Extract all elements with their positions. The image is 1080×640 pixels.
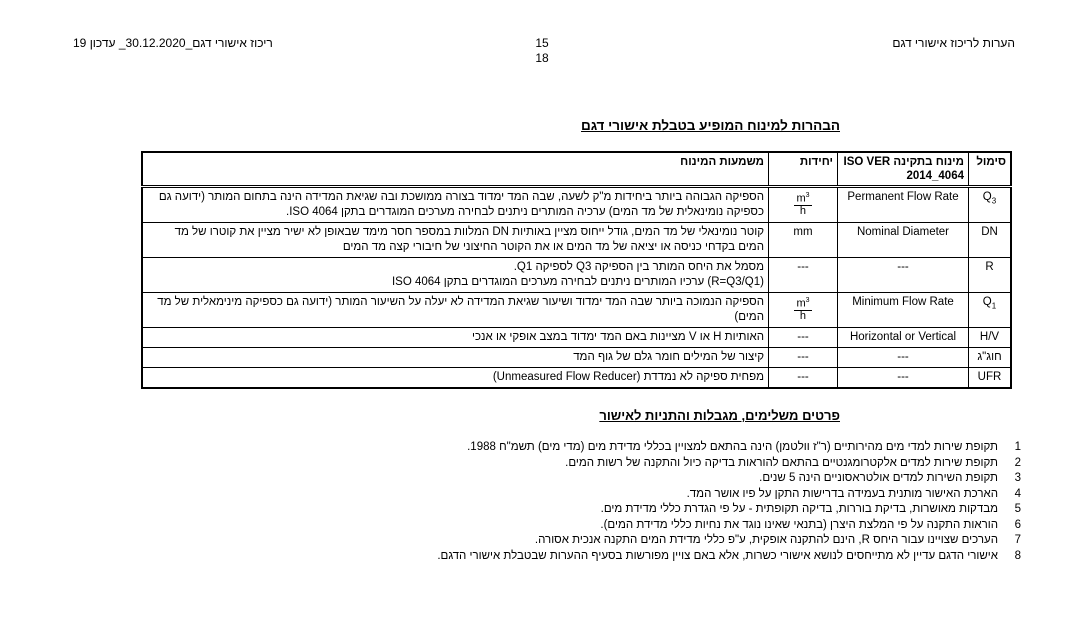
section-title-notes: פרטים משלימים, מגבלות והתניות לאישור: [599, 408, 840, 423]
cell-unit: mm: [769, 223, 838, 258]
list-item: [358, 502, 1021, 518]
list-item: [358, 518, 1021, 534]
cell-term: Horizontal or Vertical: [838, 328, 969, 348]
meaning-line-2: (R=Q3/Q1) ערכיו המותרים ניתנים לבחירה מערכים המוגדרים בתקן ISO 4064: [391, 276, 764, 288]
table-row: [142, 187, 1011, 223]
table-row: [142, 223, 1011, 258]
cell-meaning: קוטר נומינאלי של מד המים, גודל ייחוס מציין באותיות DN המלוות במספר חסר מימד שבאופן לא ישיר מציין את קוטרו של מד המים בקדחי כניסה או יציאה של מד המים או את הקוטר החיצוני של חיבורי קצה מד המים: [142, 223, 769, 258]
cell-term: Minimum Flow Rate: [838, 293, 969, 328]
note-text: תקופת שירות למדים אלקטרומגנטיים בהתאם להוראות בדיקה כיול והתקנה של רשות המים.: [565, 456, 998, 469]
note-text: הארכת האישור מותנית בעמידה בדרישות התקן על פיו אושר המד.: [686, 487, 998, 500]
unit-numerator: $m^3$: [796, 297, 810, 310]
cell-unit: [769, 187, 838, 223]
cell-meaning: [142, 258, 769, 293]
note-number: 1: [1014, 441, 1021, 453]
unit-fraction: [794, 190, 811, 217]
note-text: מבדקות מאושרות, בדיקת בוררות, בדיקה תקופתית - על פי הגדרת כללי מדידת מים.: [600, 503, 998, 515]
table-row: [142, 293, 1011, 328]
cell-symbol: חוג"ג: [969, 348, 1012, 368]
note-number: 5: [1014, 503, 1021, 515]
cell-symbol: $Q_1$: [969, 293, 1012, 328]
cell-meaning: מפחית ספיקה לא נמדדת (Unmeasured Flow Reducer): [142, 368, 769, 389]
header-right-title: הערות לריכוז אישורי דגם: [892, 36, 1015, 50]
header-term: מינוח בתקינה ISO VER 2014_4064: [838, 152, 969, 187]
terms-table: [141, 151, 1012, 389]
cell-unit: ---: [769, 348, 838, 368]
header-unit: יחידות: [769, 152, 838, 187]
note-text: תקופת השירות למדים אולטראסוניים הינה 5 שנים.: [759, 472, 998, 484]
list-item: [358, 487, 1021, 503]
table-row: [142, 368, 1011, 389]
cell-meaning: הספיקה הגבוהה ביותר ביחידות מ"ק לשעה, שבה המד ימדוד בצורה ממושכת ובה שגיאת המדידה הינה בתחום המותר (ידועה גם כספיקה נומינאלית של מד המים) ערכיה המותרים ניתנים לבחירה מערכים המוגדרים בתקן ISO 4064.: [142, 187, 769, 223]
note-text: אישורי הדגם עדיין לא מתייחסים לנושא אישורי כשרות, אלא באם צויין מפורשות בסעיף ההערות שבטבלת אישורי הדגם.: [437, 549, 998, 562]
note-number: 6: [1014, 518, 1021, 531]
table-header-row: [142, 152, 1011, 187]
header-page-current: 15: [535, 36, 549, 50]
cell-term: Nominal Diameter: [838, 223, 969, 258]
note-number: 3: [1014, 472, 1021, 484]
list-item: [358, 471, 1021, 487]
cell-term: Permanent Flow Rate: [838, 187, 969, 223]
note-text: הוראות התקנה על פי המלצת היצרן (בתנאי שאינו נוגד את נחיות כללי מדידת המים).: [600, 518, 998, 531]
table-row: [142, 258, 1011, 293]
cell-symbol: $Q_3$: [969, 187, 1012, 223]
header-left-doc-version: ריכוז אישורי דגם_30.12.2020_ עדכון 19: [73, 36, 273, 50]
cell-symbol: H/V: [969, 328, 1012, 348]
header-meaning: משמעות המינוח: [142, 152, 769, 187]
note-number: 2: [1014, 456, 1021, 469]
note-text: תקופת שירות למדי מים מהירותיים (ר"ז וולטמן) הינה בהתאם למצויין בכללי מדידת מים (מדי מים) תשמ"ח 1988.: [467, 441, 998, 453]
meaning-line-1: מסמל את היחס המותר בין הספיקה Q3 לספיקה Q1.: [513, 261, 764, 273]
unit-fraction: [794, 295, 811, 322]
cell-symbol: UFR: [969, 368, 1012, 389]
cell-meaning: הספיקה הנמוכה ביותר שבה המד ימדוד ושיעור שגיאת המדידה לא יעלה על השיעור המותר (ידועה גם כספיקה מינימאלית של מד המים): [142, 293, 769, 328]
cell-term: ---: [838, 368, 969, 389]
cell-unit: ---: [769, 258, 838, 293]
note-number: 7: [1014, 534, 1021, 546]
notes-list: [358, 440, 1021, 564]
unit-denominator: h: [799, 204, 807, 217]
cell-term: ---: [838, 348, 969, 368]
note-text: הערכים שצויינו עבור היחס R, הינם להתקנה אופקית, ע"פ כללי מדידת המים התקנה אנכית אסורה.: [534, 534, 998, 546]
list-item: [358, 549, 1021, 565]
header-page-total: 18: [535, 51, 549, 65]
cell-unit: ---: [769, 328, 838, 348]
cell-meaning: קיצור של המילים חומר גלם של גוף המד: [142, 348, 769, 368]
list-item: [358, 440, 1021, 456]
cell-meaning: האותיות H או V מציינות באם המד ימדוד במצב אופקי או אנכי: [142, 328, 769, 348]
cell-symbol: R: [969, 258, 1012, 293]
cell-term: ---: [838, 258, 969, 293]
table-row: [142, 328, 1011, 348]
cell-unit: [769, 293, 838, 328]
list-item: [358, 533, 1021, 549]
note-number: 4: [1014, 487, 1021, 500]
section-title-terms: הבהרות למינוח המופיע בטבלת אישורי דגם: [581, 118, 840, 133]
table-row: [142, 348, 1011, 368]
unit-numerator: $m^3$: [796, 192, 810, 205]
note-number: 8: [1014, 549, 1021, 562]
cell-unit: ---: [769, 368, 838, 389]
header-symbol: סימול: [969, 152, 1012, 187]
list-item: [358, 456, 1021, 472]
cell-symbol: DN: [969, 223, 1012, 258]
unit-denominator: h: [799, 309, 807, 322]
header-page-numbers: [530, 36, 554, 66]
